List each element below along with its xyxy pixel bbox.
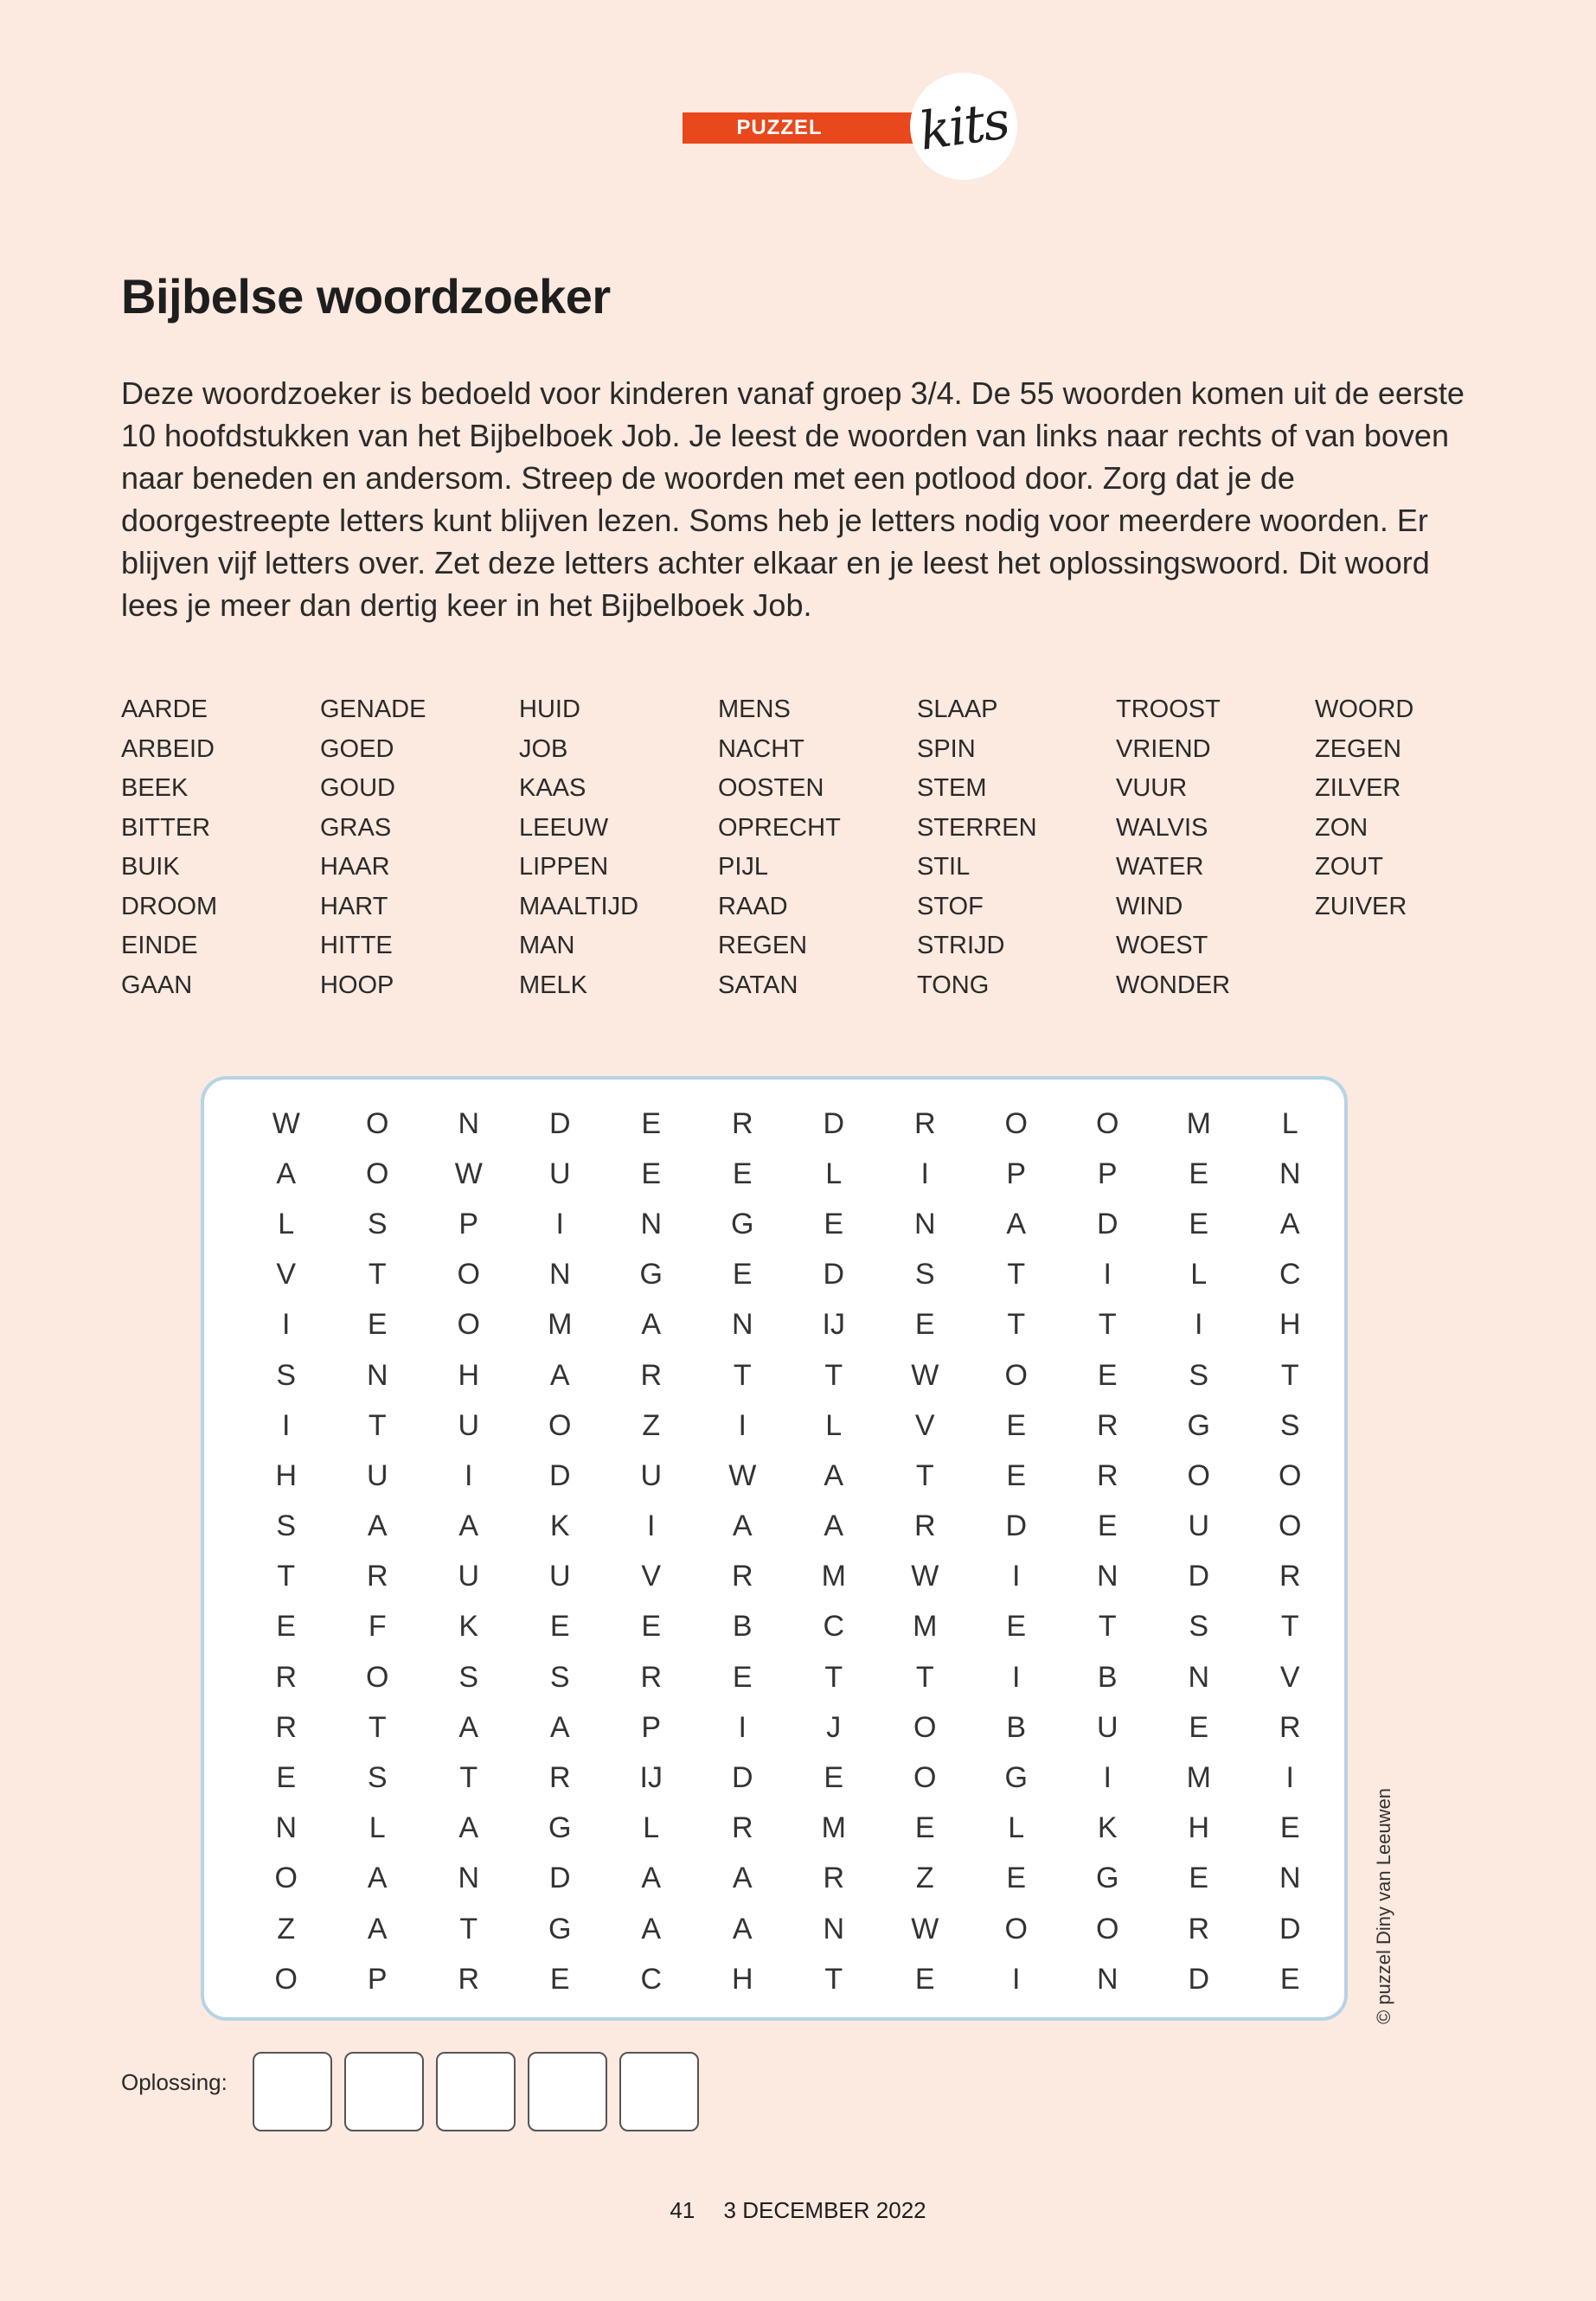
grid-letter[interactable]: Z — [277, 1912, 296, 1945]
word-item: BEEK — [121, 774, 189, 802]
grid-letter[interactable]: E — [1097, 1509, 1118, 1543]
word-item: MENS — [718, 695, 791, 723]
word-item: TROOST — [1116, 695, 1221, 723]
grid-letter[interactable]: T — [915, 1458, 934, 1492]
grid-letter[interactable]: D — [823, 1258, 845, 1292]
grid-letter[interactable]: T — [1280, 1610, 1299, 1644]
grid-letter[interactable]: O — [548, 1408, 572, 1442]
word-item: OPRECHT — [718, 813, 841, 842]
grid-letter[interactable]: IJ — [822, 1308, 845, 1342]
word-item: STERREN — [917, 813, 1037, 842]
grid-letter[interactable]: A — [458, 1811, 479, 1845]
grid-letter[interactable]: U — [548, 1157, 571, 1190]
grid-letter[interactable]: N — [1096, 1962, 1118, 1996]
grid-letter[interactable]: D — [1005, 1509, 1028, 1543]
grid-letter[interactable]: G — [1004, 1761, 1028, 1795]
grid-letter[interactable]: S — [549, 1660, 570, 1694]
word-item: TONG — [917, 971, 990, 999]
grid-letter[interactable]: I — [1012, 1962, 1021, 1996]
grid-letter[interactable]: N — [913, 1207, 936, 1240]
grid-letter[interactable]: O — [1187, 1458, 1210, 1492]
grid-letter[interactable]: N — [1188, 1660, 1210, 1694]
grid-letter[interactable]: V — [914, 1408, 935, 1442]
grid-letter[interactable]: U — [548, 1560, 571, 1593]
grid-letter[interactable]: O — [366, 1660, 389, 1694]
grid-letter[interactable]: T — [1280, 1358, 1299, 1392]
grid-letter[interactable]: E — [1006, 1458, 1027, 1492]
grid-letter[interactable]: L — [278, 1207, 295, 1240]
solution-letter-box[interactable] — [344, 2052, 424, 2131]
grid-letter[interactable]: E — [549, 1962, 570, 1996]
grid-letter[interactable]: E — [367, 1308, 388, 1342]
grid-letter[interactable]: P — [458, 1207, 479, 1240]
word-item: NACHT — [718, 734, 804, 763]
word-item: HUID — [519, 695, 580, 723]
grid-letter[interactable]: P — [641, 1710, 662, 1744]
word-item: STIL — [917, 853, 971, 881]
word-item: WOORD — [1315, 695, 1414, 723]
grid-letter[interactable]: D — [548, 1862, 571, 1895]
word-item: ZILVER — [1315, 774, 1401, 802]
grid-letter[interactable]: D — [548, 1458, 571, 1492]
word-item: GENADE — [320, 695, 426, 723]
grid-letter[interactable]: E — [1006, 1862, 1027, 1895]
grid-letter[interactable]: O — [913, 1761, 937, 1795]
grid-letter[interactable]: D — [548, 1106, 571, 1140]
word-item: HITTE — [320, 932, 393, 959]
word-item: STEM — [917, 774, 987, 802]
word-item: GOUD — [320, 774, 395, 802]
grid-letter[interactable]: E — [914, 1308, 935, 1342]
grid-letter[interactable]: I — [465, 1458, 473, 1492]
word-column — [519, 690, 718, 1005]
grid-letter[interactable]: U — [640, 1458, 663, 1492]
solution-letter-box[interactable] — [528, 2052, 607, 2131]
word-column — [917, 690, 1116, 1005]
grid-letter[interactable]: O — [1004, 1912, 1028, 1945]
grid-letter[interactable]: T — [824, 1660, 843, 1694]
grid-letter[interactable]: G — [731, 1207, 754, 1240]
grid-letter[interactable]: K — [1097, 1811, 1118, 1845]
grid-letter[interactable]: E — [1006, 1408, 1027, 1442]
solution-boxes — [253, 2052, 699, 2131]
word-column — [1116, 690, 1315, 1005]
grid-letter[interactable]: I — [1012, 1660, 1021, 1694]
word-item: LEEUW — [519, 813, 609, 842]
grid-letter[interactable]: L — [1190, 1258, 1208, 1292]
puzzle-credit: © puzzel Diny van Leeuwen — [1373, 1787, 1394, 2024]
grid-letter[interactable]: R — [1279, 1560, 1301, 1593]
grid-letter[interactable]: T — [1007, 1258, 1026, 1292]
grid-letter[interactable]: L — [1281, 1106, 1298, 1140]
grid-letter[interactable]: L — [825, 1157, 843, 1190]
grid-letter[interactable]: E — [276, 1610, 297, 1644]
grid-letter[interactable]: M — [1186, 1106, 1211, 1140]
grid-letter[interactable]: A — [367, 1509, 388, 1543]
grid-letter[interactable]: Z — [915, 1862, 934, 1895]
word-item: DROOM — [121, 892, 218, 920]
grid-letter[interactable]: E — [1189, 1157, 1209, 1190]
grid-letter[interactable]: R — [1188, 1912, 1210, 1945]
page-footer — [0, 2197, 1596, 2224]
word-item: VRIEND — [1116, 734, 1211, 763]
grid-letter[interactable]: G — [639, 1258, 663, 1292]
word-item: BUIK — [121, 853, 180, 881]
grid-letter[interactable]: E — [732, 1258, 753, 1292]
grid-letter[interactable]: E — [549, 1610, 570, 1644]
grid-letter[interactable]: G — [548, 1912, 572, 1945]
grid-letter[interactable]: O — [1279, 1509, 1302, 1543]
word-item: GRAS — [320, 813, 392, 842]
word-column — [121, 690, 320, 1005]
grid-letter[interactable]: G — [1187, 1408, 1210, 1442]
solution-letter-box[interactable] — [619, 2052, 699, 2131]
grid-letter[interactable]: A — [1279, 1207, 1300, 1240]
grid-letter[interactable]: R — [731, 1560, 753, 1593]
grid-letter[interactable]: R — [913, 1509, 936, 1543]
grid-letter[interactable]: W — [911, 1560, 939, 1593]
grid-letter[interactable]: R — [275, 1660, 298, 1694]
grid-letter[interactable]: A — [641, 1862, 662, 1895]
grid-letter[interactable]: W — [911, 1358, 939, 1392]
word-item: REGEN — [718, 932, 808, 959]
grid-letter[interactable]: E — [1189, 1862, 1209, 1895]
grid-letter[interactable]: N — [458, 1862, 480, 1895]
grid-letter[interactable]: N — [1096, 1560, 1118, 1593]
grid-letter[interactable]: M — [913, 1610, 938, 1644]
word-item: RAAD — [718, 892, 788, 920]
grid-letter[interactable]: C — [823, 1610, 845, 1644]
grid-letter[interactable]: M — [1186, 1761, 1211, 1795]
word-item: WOEST — [1116, 932, 1208, 959]
grid-letter[interactable]: IJ — [639, 1761, 663, 1795]
grid-letter[interactable]: N — [731, 1308, 753, 1342]
grid-letter[interactable]: I — [1103, 1258, 1112, 1292]
grid-letter[interactable]: R — [1096, 1408, 1118, 1442]
grid-letter[interactable]: O — [913, 1710, 937, 1744]
grid-letter[interactable]: E — [914, 1811, 935, 1845]
grid-letter[interactable]: A — [1006, 1207, 1027, 1240]
word-item: ARBEID — [121, 734, 215, 763]
grid-letter[interactable]: N — [1279, 1157, 1301, 1190]
grid-letter[interactable]: N — [458, 1106, 480, 1140]
grid-letter[interactable]: E — [641, 1610, 662, 1644]
word-item: JOB — [519, 734, 568, 763]
grid-letter[interactable]: A — [732, 1912, 753, 1945]
solution-label: Oplossing: — [121, 2069, 228, 2095]
grid-letter[interactable]: E — [732, 1157, 753, 1190]
word-item: WATER — [1116, 853, 1204, 881]
word-column — [718, 690, 917, 1005]
grid-letter[interactable]: E — [1006, 1610, 1027, 1644]
grid-letter[interactable]: T — [368, 1258, 387, 1292]
grid-letter[interactable]: O — [1096, 1912, 1119, 1945]
grid-letter[interactable]: I — [1285, 1761, 1294, 1795]
grid-letter[interactable]: R — [823, 1862, 845, 1895]
puzzle-grid-frame — [201, 1076, 1348, 2021]
grid-letter[interactable]: T — [733, 1358, 752, 1392]
grid-letter[interactable]: S — [1189, 1610, 1209, 1644]
grid-letter[interactable]: T — [368, 1408, 387, 1442]
grid-letter[interactable]: P — [1097, 1157, 1118, 1190]
grid-letter[interactable]: N — [640, 1207, 663, 1240]
grid-letter[interactable]: E — [824, 1207, 844, 1240]
word-item: GAAN — [121, 971, 193, 999]
grid-letter[interactable]: B — [1006, 1710, 1027, 1744]
page-number: 41 — [670, 2197, 695, 2223]
grid-letter[interactable]: V — [1279, 1660, 1300, 1694]
grid-letter[interactable]: E — [1279, 1811, 1300, 1845]
grid-letter[interactable]: N — [366, 1358, 388, 1392]
grid-letter[interactable]: R — [913, 1106, 936, 1140]
word-item: WALVIS — [1116, 813, 1208, 842]
grid-letter[interactable]: T — [459, 1912, 478, 1945]
solution-letter-box[interactable] — [253, 2052, 332, 2131]
grid-letter[interactable]: A — [458, 1710, 479, 1744]
grid-letter[interactable]: W — [454, 1157, 483, 1190]
word-item: ZEGEN — [1315, 734, 1401, 763]
grid-letter[interactable]: R — [640, 1358, 663, 1392]
grid-letter[interactable]: S — [367, 1207, 388, 1240]
grid-letter[interactable]: N — [275, 1811, 298, 1845]
grid-letter[interactable]: H — [731, 1962, 753, 1996]
grid-letter[interactable]: G — [548, 1811, 572, 1845]
grid-letter[interactable]: P — [367, 1962, 388, 1996]
word-item: VUUR — [1116, 774, 1188, 802]
solution-letter-box[interactable] — [436, 2052, 516, 2131]
grid-letter[interactable]: V — [641, 1560, 662, 1593]
grid-letter[interactable]: I — [1012, 1560, 1021, 1593]
word-item: SLAAP — [917, 695, 998, 723]
grid-letter[interactable]: A — [458, 1509, 479, 1543]
issue-date: 3 DECEMBER 2022 — [723, 2197, 926, 2223]
grid-letter[interactable]: T — [824, 1358, 843, 1392]
grid-letter[interactable]: O — [457, 1308, 480, 1342]
grid-letter[interactable]: S — [458, 1660, 479, 1694]
word-item: AARDE — [121, 695, 208, 723]
grid-letter[interactable]: H — [458, 1358, 480, 1392]
word-item: MAN — [519, 932, 575, 959]
grid-letter[interactable]: D — [731, 1761, 753, 1795]
grid-letter[interactable]: F — [368, 1610, 387, 1644]
grid-letter[interactable]: O — [1004, 1106, 1028, 1140]
grid-letter[interactable]: A — [367, 1862, 388, 1895]
page-title: Bijbelse woordzoeker — [121, 269, 611, 324]
grid-letter[interactable]: S — [914, 1258, 935, 1292]
grid-letter[interactable]: A — [824, 1458, 844, 1492]
grid-letter[interactable]: R — [1096, 1458, 1118, 1492]
word-list — [121, 690, 1514, 1005]
word-item: STRIJD — [917, 932, 1005, 959]
grid-letter[interactable]: T — [1007, 1308, 1026, 1342]
word-item: ZOUT — [1315, 853, 1383, 881]
kits-logo — [910, 73, 1017, 180]
grid-letter[interactable]: U — [458, 1408, 480, 1442]
grid-letter[interactable]: T — [277, 1560, 296, 1593]
word-item: ZON — [1315, 813, 1368, 842]
grid-letter[interactable]: G — [1096, 1862, 1119, 1895]
grid-letter[interactable]: E — [914, 1962, 935, 1996]
grid-letter[interactable]: N — [823, 1912, 845, 1945]
grid-letter[interactable]: I — [738, 1408, 747, 1442]
grid-letter[interactable]: C — [1279, 1258, 1301, 1292]
grid-letter[interactable]: C — [640, 1962, 663, 1996]
grid-letter[interactable]: L — [1008, 1811, 1025, 1845]
grid-letter[interactable]: L — [369, 1811, 386, 1845]
grid-letter[interactable]: M — [548, 1308, 573, 1342]
grid-letter[interactable]: O — [274, 1862, 298, 1895]
grid-letter[interactable]: I — [920, 1157, 929, 1190]
grid-letter[interactable]: O — [1096, 1106, 1119, 1140]
grid-letter[interactable]: T — [824, 1962, 843, 1996]
grid-letter[interactable]: J — [826, 1710, 842, 1744]
grid-letter[interactable]: N — [1279, 1862, 1301, 1895]
word-item: WIND — [1116, 892, 1183, 920]
intro-paragraph: Deze woordzoeker is bedoeld voor kinderen vanaf groep 3/4. De 55 woorden komen uit de eerste 10 hoofdstukken van het Bijbelboek Job. Je leest de woorden van links naar rechts of van boven naar beneden en andersom. Streep de woorden met een potlood door. Zorg dat je de doorgestreepte letters kunt blijven lezen. Soms heb je letters nodig voor meerdere woorden. Er blijven vijf letters over. Zet deze letters achter elkaar en je leest het oplossingswoord. Dit woord lees je meer dan dertig keer in het Bijbelboek Job. — [121, 375, 1465, 623]
grid-letter[interactable]: S — [276, 1509, 297, 1543]
word-item: ZUIVER — [1315, 892, 1407, 920]
grid-letter[interactable]: H — [275, 1458, 298, 1492]
word-column — [320, 690, 519, 1005]
grid-letter[interactable]: B — [1097, 1660, 1118, 1694]
grid-letter[interactable]: A — [641, 1308, 662, 1342]
word-item: WONDER — [1116, 971, 1231, 999]
word-item: HAAR — [320, 853, 390, 881]
word-item: HOOP — [320, 971, 394, 999]
grid-letter[interactable]: R — [366, 1560, 388, 1593]
grid-letter[interactable]: N — [548, 1258, 571, 1292]
grid-letter[interactable]: U — [1188, 1509, 1210, 1543]
word-item: STOF — [917, 892, 984, 920]
grid-letter[interactable]: U — [1096, 1710, 1118, 1744]
grid-letter[interactable]: A — [367, 1912, 388, 1945]
grid-letter[interactable]: E — [732, 1660, 753, 1694]
grid-letter[interactable]: R — [458, 1962, 480, 1996]
grid-letter[interactable]: E — [1279, 1962, 1300, 1996]
grid-letter[interactable]: L — [643, 1811, 660, 1845]
grid-letter[interactable]: S — [367, 1761, 388, 1795]
grid-letter[interactable]: H — [1188, 1811, 1210, 1845]
word-item: MAALTIJD — [519, 892, 639, 920]
grid-letter[interactable]: I — [647, 1509, 656, 1543]
grid-letter[interactable]: P — [1006, 1157, 1027, 1190]
grid-letter[interactable]: O — [366, 1106, 389, 1140]
grid-letter[interactable]: A — [276, 1157, 297, 1190]
grid-letter[interactable]: I — [1103, 1761, 1112, 1795]
grid-letter[interactable]: W — [728, 1458, 757, 1492]
grid-letter[interactable]: R — [731, 1811, 753, 1845]
grid-letter[interactable]: R — [548, 1761, 571, 1795]
grid-letter[interactable]: S — [1279, 1408, 1300, 1442]
grid-letter[interactable]: E — [1189, 1710, 1209, 1744]
grid-letter[interactable]: S — [1189, 1358, 1209, 1392]
grid-letter[interactable]: A — [549, 1710, 570, 1744]
grid-letter[interactable]: R — [640, 1660, 663, 1694]
grid-letter[interactable]: K — [458, 1610, 479, 1644]
word-item: KAAS — [519, 774, 586, 802]
grid-letter[interactable]: A — [732, 1862, 753, 1895]
word-item: GOED — [320, 734, 394, 763]
grid-letter[interactable]: R — [275, 1710, 298, 1744]
grid-letter[interactable]: I — [738, 1710, 747, 1744]
word-item: SPIN — [917, 734, 976, 763]
grid-letter[interactable]: D — [1188, 1560, 1210, 1593]
letter-grid — [240, 1099, 1336, 2004]
section-label: PUZZEL — [683, 112, 916, 144]
grid-letter[interactable]: I — [282, 1408, 291, 1442]
logo-text: kits — [915, 90, 1012, 163]
grid-letter[interactable]: R — [731, 1106, 753, 1140]
grid-letter[interactable]: E — [641, 1157, 662, 1190]
grid-letter[interactable]: E — [641, 1106, 662, 1140]
grid-letter[interactable]: L — [825, 1408, 843, 1442]
grid-letter[interactable]: R — [1279, 1710, 1301, 1744]
word-item: PIJL — [718, 853, 769, 881]
grid-letter[interactable]: A — [732, 1509, 753, 1543]
grid-letter[interactable]: O — [1279, 1458, 1302, 1492]
word-item: SATAN — [718, 971, 798, 999]
grid-letter[interactable]: M — [821, 1560, 846, 1593]
grid-letter[interactable]: Z — [642, 1408, 661, 1442]
grid-letter[interactable]: I — [555, 1207, 564, 1240]
grid-letter[interactable]: A — [549, 1358, 570, 1392]
grid-letter[interactable]: W — [911, 1912, 939, 1945]
word-item: OOSTEN — [718, 774, 824, 802]
grid-letter[interactable]: H — [1279, 1308, 1301, 1342]
grid-letter[interactable]: E — [824, 1761, 844, 1795]
grid-letter[interactable]: T — [915, 1660, 934, 1694]
grid-letter[interactable]: W — [272, 1106, 300, 1140]
word-item: EINDE — [121, 932, 198, 959]
grid-letter[interactable]: I — [282, 1308, 291, 1342]
grid-letter[interactable]: A — [824, 1509, 844, 1543]
grid-letter[interactable]: O — [1004, 1358, 1028, 1392]
grid-letter[interactable]: T — [1098, 1308, 1117, 1342]
grid-letter[interactable]: A — [641, 1912, 662, 1945]
word-item: LIPPEN — [519, 853, 609, 881]
grid-letter[interactable]: E — [276, 1761, 297, 1795]
grid-letter[interactable]: U — [366, 1458, 388, 1492]
word-item: MELK — [519, 971, 587, 999]
grid-letter[interactable]: K — [549, 1509, 570, 1543]
grid-letter[interactable]: O — [274, 1962, 298, 1996]
word-column — [1315, 690, 1514, 1005]
grid-letter[interactable]: V — [276, 1258, 297, 1292]
grid-letter[interactable]: B — [732, 1610, 753, 1644]
grid-letter[interactable]: D — [1279, 1912, 1301, 1945]
grid-letter[interactable]: M — [821, 1811, 846, 1845]
word-item: HART — [320, 892, 388, 920]
grid-letter[interactable]: S — [276, 1358, 297, 1392]
grid-letter[interactable]: E — [1097, 1358, 1118, 1392]
grid-letter[interactable]: U — [458, 1560, 480, 1593]
word-item: BITTER — [121, 813, 211, 842]
grid-letter[interactable]: E — [1189, 1207, 1209, 1240]
grid-letter[interactable]: T — [459, 1761, 478, 1795]
grid-letter[interactable]: T — [1098, 1610, 1117, 1644]
grid-letter[interactable]: O — [457, 1258, 480, 1292]
grid-letter[interactable]: D — [1188, 1962, 1210, 1996]
grid-letter[interactable]: O — [366, 1157, 389, 1190]
grid-letter[interactable]: D — [1096, 1207, 1118, 1240]
grid-letter[interactable]: T — [368, 1710, 387, 1744]
grid-letter[interactable]: D — [823, 1106, 845, 1140]
grid-letter[interactable]: I — [1195, 1308, 1203, 1342]
